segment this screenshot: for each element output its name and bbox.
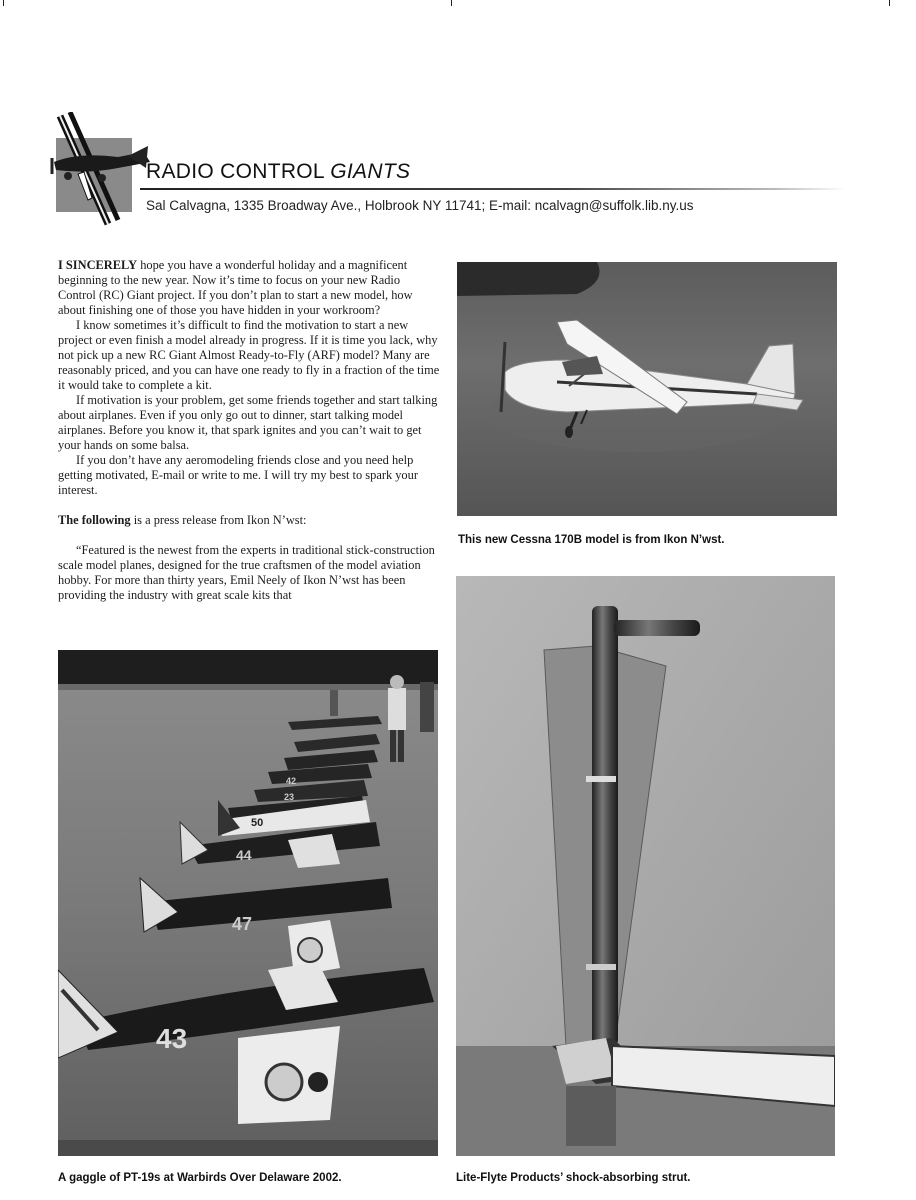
paragraph-4: If you don’t have any aeromodeling friends close and you need help getting motivated, E-mail or write to me. I will try my best to spark your interest. bbox=[58, 453, 418, 497]
caption-cessna: This new Cessna 170B model is from Ikon N’wst. bbox=[458, 534, 725, 546]
plane-number-23: 23 bbox=[284, 792, 295, 802]
article-body bbox=[58, 258, 440, 603]
paragraph-1-lead: I SINCERELY bbox=[58, 258, 138, 272]
column-title-main: RADIO CONTROL bbox=[146, 160, 331, 183]
crop-mark-right bbox=[889, 0, 890, 6]
header-rule bbox=[140, 188, 846, 190]
plane-number-50: 50 bbox=[251, 817, 264, 829]
paragraph-5 bbox=[58, 513, 440, 528]
caption-pt19: A gaggle of PT-19s at Warbirds Over Delaware 2002. bbox=[58, 1172, 342, 1184]
plane-number-43: 43 bbox=[156, 1023, 188, 1054]
paragraph-2: I know sometimes it’s difficult to find the motivation to start a new project or even finish a model already in progress. If it is time you lack, why not pick up a new RC Giant Almost Ready-to-Fly (ARF) model? Many are reasonably priced, and you can have one ready to fly in a fraction of the time it would take to complete a kit. bbox=[58, 318, 440, 392]
paragraph-1 bbox=[58, 258, 440, 318]
plane-number-47: 47 bbox=[232, 914, 253, 934]
paragraph-5-text: is a press release from Ikon N’wst: bbox=[130, 513, 307, 527]
crop-mark-left bbox=[3, 0, 4, 6]
paragraph-1-text: hope you have a wonderful holiday and a magnificent beginning to the new year. Now it’s time to focus on your new Radio Control (RC) Giant project. If you don’t plan to start a new model, how about finishing one of those you have hidden in your workroom? bbox=[58, 258, 413, 317]
caption-strut: Lite-Flyte Products’ shock-absorbing strut. bbox=[456, 1172, 691, 1184]
column-title bbox=[146, 160, 410, 184]
paragraph-3: If motivation is your problem, get some friends together and start talking about airplanes. Even if you only go out to dinner, start talking model airplanes. Before you know it, that spark ignites and you can’t wait to get your hands on some balsa. bbox=[58, 393, 438, 452]
crop-mark-center bbox=[451, 0, 452, 6]
photo-pt19-lineup bbox=[58, 650, 438, 1156]
plane-number-44: 44 bbox=[236, 847, 252, 863]
paragraph-5-lead: The following bbox=[58, 513, 131, 527]
photo-cessna-170b bbox=[457, 262, 837, 516]
paragraph-6: “Featured is the newest from the experts in traditional stick-construction scale model planes, designed for the true craftsmen of the model aviation hobby. For more than thirty years, Emil Neely of Ikon N’wst has been providing the industry with great scale kits that bbox=[58, 543, 435, 602]
column-title-italic: GIANTS bbox=[330, 160, 411, 183]
column-logo-biplane bbox=[48, 112, 158, 230]
photo-strut bbox=[456, 576, 835, 1156]
author-address: Sal Calvagna, 1335 Broadway Ave., Holbrook NY 11741; E-mail: ncalvagn@suffolk.lib.ny.us bbox=[146, 198, 694, 213]
plane-number-42: 42 bbox=[286, 776, 297, 786]
